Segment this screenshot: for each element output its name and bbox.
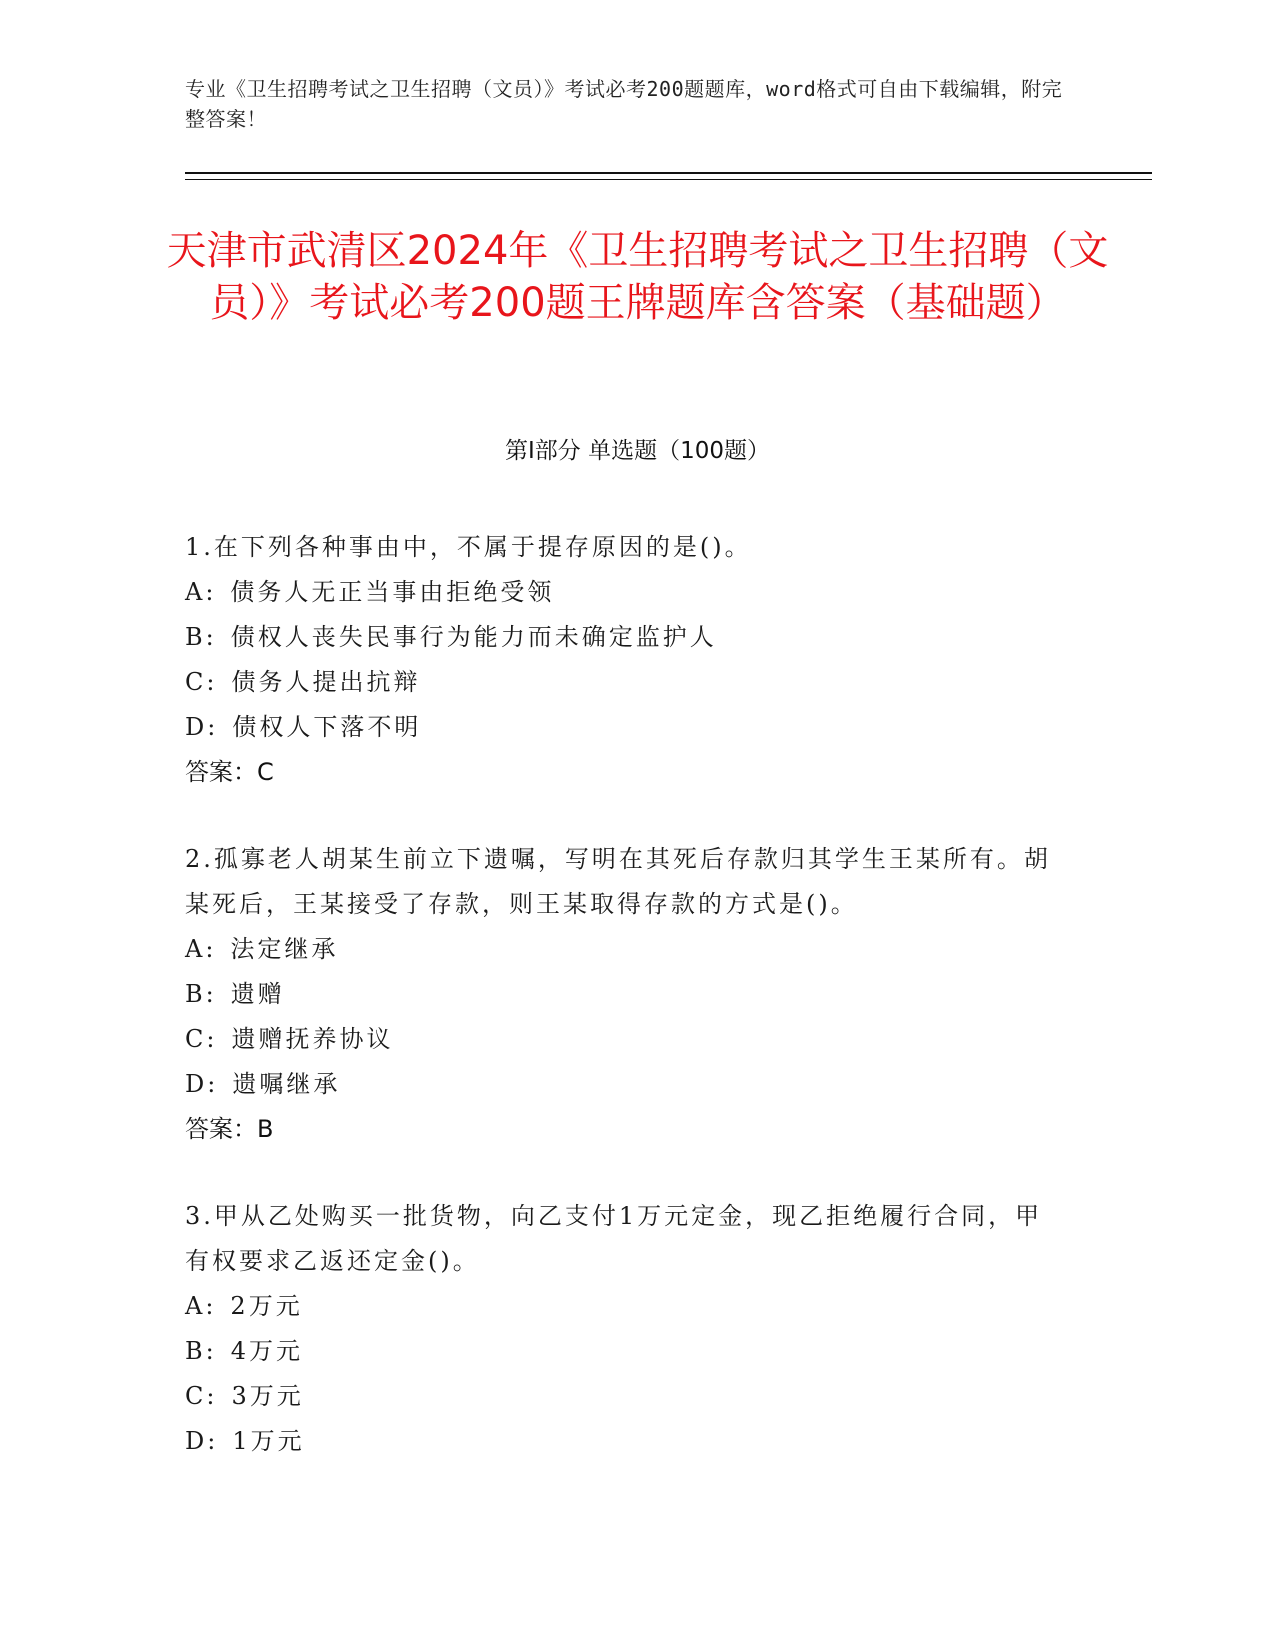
option-b: [185, 972, 1065, 1017]
option-text: 债权人丧失民事行为能力而未确定监护人: [230, 623, 717, 651]
option-letter: D:: [185, 1427, 219, 1455]
answer-prefix: 答案：: [185, 758, 257, 786]
answer-value: B: [257, 1115, 274, 1143]
option-text: 遗赠抚养协议: [231, 1025, 394, 1053]
option-d: [185, 1419, 1065, 1464]
option-a: [185, 927, 1065, 972]
header-divider-thin: [185, 179, 1152, 180]
header-divider-thick: [185, 172, 1152, 174]
option-b: [185, 615, 1065, 660]
option-letter: C:: [185, 668, 218, 696]
answer-line: [185, 1107, 1065, 1152]
option-letter: A:: [185, 578, 217, 606]
option-d: [185, 1062, 1065, 1107]
option-a: [185, 570, 1065, 615]
option-letter: C:: [185, 1025, 218, 1053]
question-2: [185, 837, 1065, 1152]
option-c: [185, 660, 1065, 705]
option-c: [185, 1017, 1065, 1062]
option-letter: D:: [185, 1070, 219, 1098]
option-text: 法定继承: [230, 935, 339, 963]
option-letter: C:: [185, 1382, 218, 1410]
section-heading: 第Ⅰ部分 单选题（100题）: [505, 438, 770, 464]
option-letter: B:: [185, 980, 217, 1008]
option-text: 1万元: [232, 1427, 305, 1455]
option-text: 4万元: [230, 1337, 304, 1365]
header-note: 专业《卫生招聘考试之卫生招聘（文员）》考试必考200题题库，word格式可自由下载编辑，附完整答案！: [185, 77, 1063, 131]
option-text: 遗赠: [230, 980, 285, 1008]
question-stem: 1.在下列各种事由中，不属于提存原因的是()。: [185, 533, 752, 561]
option-text: 3万元: [231, 1382, 304, 1410]
question-3: [185, 1194, 1065, 1464]
option-d: [185, 705, 1065, 750]
option-a: [185, 1284, 1065, 1329]
option-letter: A:: [185, 935, 217, 963]
document-title: 天津市武清区2024年《卫生招聘考试之卫生招聘（文员）》考试必考200题王牌题库含答案（基础题）: [166, 228, 1109, 326]
answer-value: C: [257, 758, 274, 786]
option-text: 债务人提出抗辩: [231, 668, 421, 696]
option-letter: A:: [185, 1292, 217, 1320]
option-b: [185, 1329, 1065, 1374]
option-text: 2万元: [230, 1292, 303, 1320]
option-letter: B:: [185, 623, 217, 651]
answer-line: [185, 750, 1065, 795]
option-text: 债权人下落不明: [232, 713, 422, 741]
question-stem: 2.孤寡老人胡某生前立下遗嘱，写明在其死后存款归其学生王某所有。胡某死后，王某接受了存款，则王某取得存款的方式是()。: [185, 845, 1051, 918]
option-text: 债务人无正当事由拒绝受领: [230, 578, 555, 606]
question-list: [185, 525, 1065, 1506]
option-text: 遗嘱继承: [232, 1070, 341, 1098]
question-stem: 3.甲从乙处购买一批货物，向乙支付1万元定金，现乙拒绝履行合同，甲有权要求乙返还定金()。: [185, 1202, 1043, 1275]
question-1: [185, 525, 1065, 795]
answer-prefix: 答案：: [185, 1115, 257, 1143]
option-letter: D:: [185, 713, 219, 741]
option-letter: B:: [185, 1337, 217, 1365]
option-c: [185, 1374, 1065, 1419]
